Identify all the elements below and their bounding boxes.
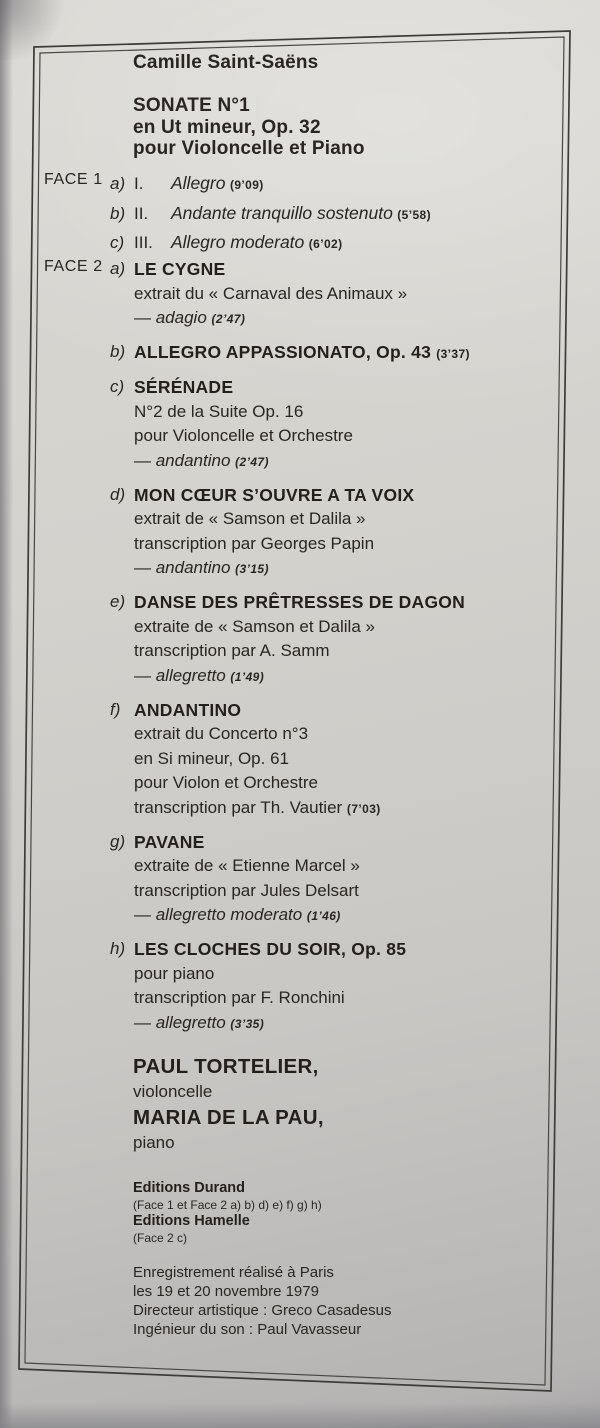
track-title: LES CLOCHES DU SOIR, Op. 85 — [134, 939, 407, 959]
track-tempo: — adagio (2’47) — [134, 308, 246, 327]
track-detail: extrait du « Carnaval des Animaux » — [134, 283, 408, 303]
track-letter: b) — [110, 342, 126, 361]
credit-line: Directeur artistique : Greco Casadesus — [133, 1302, 392, 1319]
track-title: ALLEGRO APPASSIONATO, Op. 43 (3’37) — [134, 342, 470, 362]
track-detail: pour Violon et Orchestre — [134, 773, 318, 792]
track-detail: extraite de « Etienne Marcel » — [134, 856, 360, 875]
credit-line: les 19 et 20 novembre 1979 — [133, 1283, 319, 1300]
track-duration: (2’47) — [211, 312, 246, 326]
track-row — [0, 698, 580, 822]
performers-block — [133, 1053, 324, 1155]
edition-name: Editions Durand — [133, 1180, 245, 1196]
track-letter: b) — [110, 203, 126, 223]
performer-name: PAUL TORTELIER, — [133, 1055, 319, 1078]
edition-name: Editions Hamelle — [133, 1213, 250, 1229]
track-detail: pour Violoncelle et Orchestre — [134, 426, 353, 445]
track-letter: f) — [110, 699, 121, 719]
track-detail: transcription par F. Ronchini — [134, 988, 345, 1007]
performer-name: MARIA DE LA PAU, — [133, 1106, 324, 1129]
track-duration: (3’35) — [230, 1016, 265, 1031]
track-duration: (1’49) — [230, 669, 265, 684]
performer-instrument: piano — [133, 1133, 175, 1152]
track-movement-title: Allegro — [171, 173, 226, 193]
track-row — [0, 257, 580, 332]
face1-track-list — [0, 170, 580, 259]
track-title: MON CŒUR S’OUVRE A TA VOIX — [134, 484, 415, 505]
photo-bottom-edge-shadow — [0, 1402, 600, 1428]
track-detail: en Si mineur, Op. 61 — [134, 748, 289, 768]
track-title: LE CYGNE — [134, 259, 226, 279]
track-letter: d) — [110, 484, 126, 504]
track-letter: c) — [110, 377, 125, 396]
work-title-line: en Ut mineur, Op. 32 — [133, 116, 321, 138]
track-tempo: — allegretto moderato (1’46) — [134, 905, 341, 924]
track-tempo: — allegretto (3’35) — [134, 1012, 265, 1032]
track-row — [0, 375, 580, 474]
credit-line: Ingénieur du son : Paul Vavasseur — [133, 1321, 362, 1338]
work-title-line: pour Violoncelle et Piano — [133, 138, 365, 159]
track-row — [0, 170, 580, 200]
track-title: SÉRÉNADE — [134, 377, 234, 397]
edition-note: (Face 2 c) — [133, 1231, 188, 1245]
track-detail: transcription par Georges Papin — [134, 533, 375, 553]
track-detail: transcription par A. Samm — [134, 641, 330, 660]
track-letter: c) — [110, 233, 125, 252]
track-duration: (9’09) — [229, 178, 264, 192]
face1-label: FACE 1 — [44, 171, 103, 188]
track-detail: extrait du Concerto n°3 — [134, 724, 309, 743]
track-movement-title: Andante tranquillo sostenuto — [171, 202, 393, 223]
track-detail: N°2 de la Suite Op. 16 — [134, 401, 304, 421]
work-title-block — [133, 95, 365, 160]
track-duration: (6’02) — [308, 237, 343, 251]
track-letter: g) — [110, 831, 126, 851]
edition-note: (Face 1 et Face 2 a) b) d) e) f) g) h) — [133, 1198, 322, 1212]
track-letter: a) — [110, 259, 126, 278]
track-duration: (5’58) — [397, 207, 432, 222]
track-row — [0, 590, 580, 689]
track-title: PAVANE — [134, 831, 205, 852]
face2-track-list — [0, 257, 580, 1036]
track-detail: extraite de « Samson et Dalila » — [134, 616, 375, 636]
work-title-line: SONATE N°1 — [133, 95, 250, 116]
composer-name: Camille Saint-Saëns — [133, 52, 319, 73]
track-numeral: I. — [134, 174, 144, 193]
track-title: DANSE DES PRÊTRESSES DE DAGON — [134, 592, 466, 612]
track-row — [0, 483, 580, 582]
track-duration: (3’37) — [436, 347, 470, 361]
track-numeral: III. — [134, 233, 153, 252]
track-tempo: — andantino (2’47) — [134, 450, 269, 470]
track-row — [0, 937, 580, 1036]
track-detail: pour piano — [134, 963, 215, 983]
face2-label: FACE 2 — [44, 258, 103, 275]
track-tempo: — allegretto (1’49) — [134, 665, 265, 685]
track-letter: e) — [110, 592, 126, 611]
track-detail: transcription par Jules Delsart — [134, 880, 359, 900]
track-detail: extrait de « Samson et Dalila » — [134, 509, 366, 528]
track-tempo: — andantino (3’15) — [134, 558, 269, 577]
track-row — [0, 340, 580, 367]
track-duration: (3’15) — [235, 562, 269, 576]
credits-block — [133, 1263, 391, 1339]
track-letter: a) — [110, 174, 126, 193]
track-movement-title: Allegro moderato — [171, 232, 305, 252]
face2-section — [0, 257, 580, 1045]
track-duration: (2’47) — [235, 454, 269, 469]
track-detail: transcription par Th. Vautier (7’03) — [134, 797, 381, 817]
track-duration: (7’03) — [346, 801, 381, 816]
credit-line: Enregistrement réalisé à Paris — [133, 1264, 334, 1281]
track-duration: (1’46) — [306, 909, 341, 923]
track-numeral: II. — [134, 203, 149, 223]
track-row — [0, 200, 580, 230]
track-title: ANDANTINO — [134, 699, 242, 720]
face1-section — [0, 170, 580, 259]
performer-instrument: violoncelle — [133, 1082, 213, 1101]
track-row — [0, 830, 580, 929]
editions-block — [133, 1180, 322, 1246]
track-row — [0, 229, 580, 259]
track-letter: h) — [110, 939, 126, 958]
